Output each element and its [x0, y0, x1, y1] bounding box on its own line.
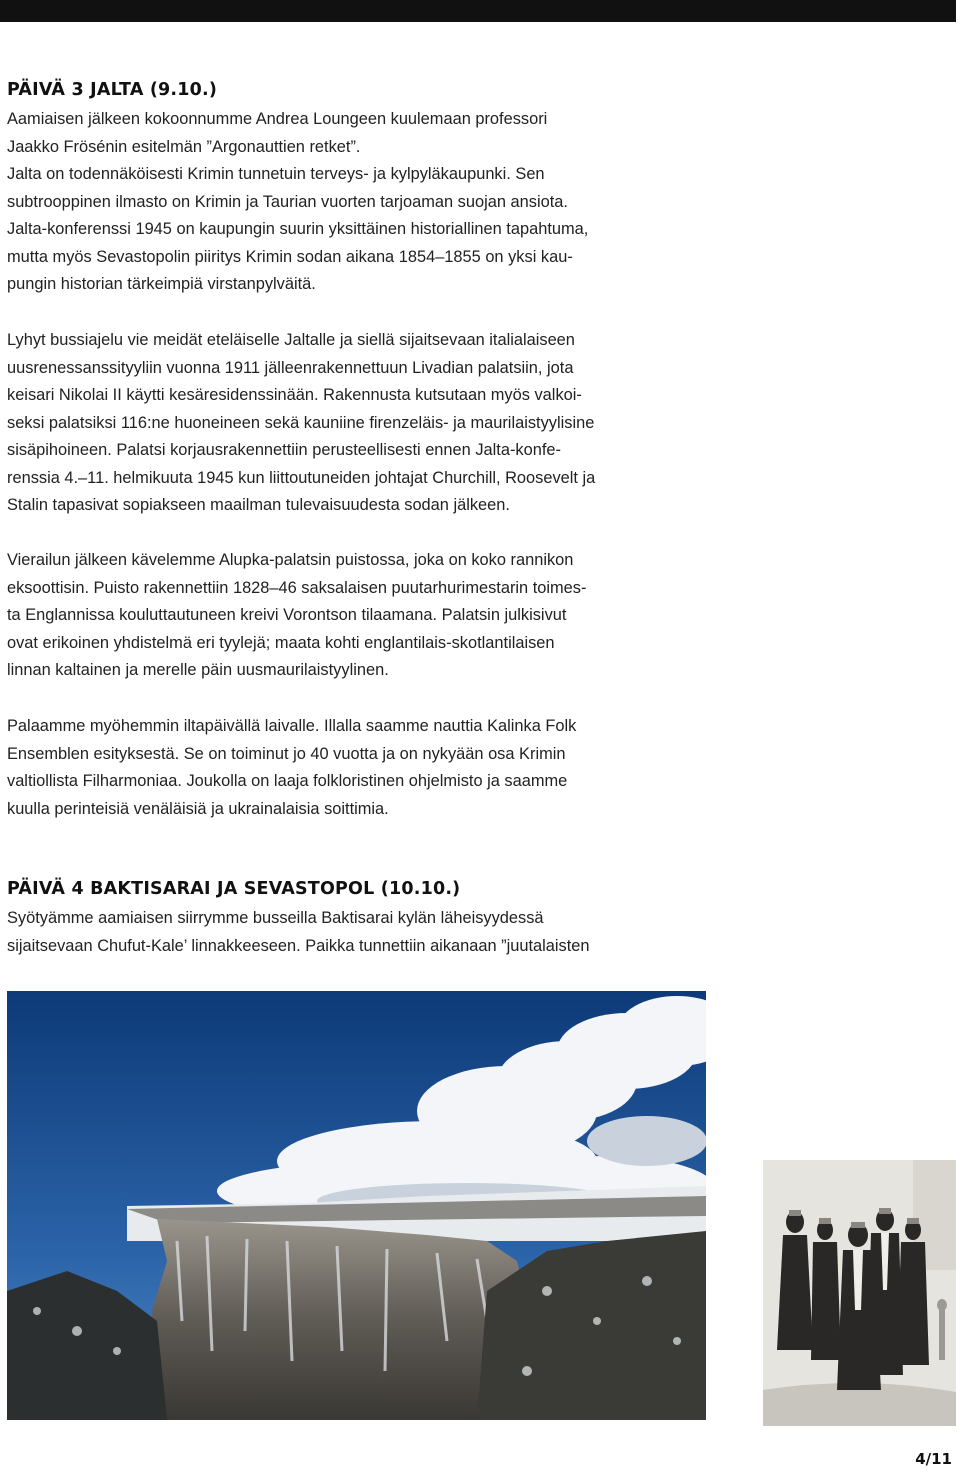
text-line: sijaitsevaan Chufut-Kale’ linnakkeeseen. Paikka tunnettiin aikanaan ”juutalaisten	[7, 936, 590, 955]
text-line: sisäpihoineen. Palatsi korjausrakennettiin perusteellisesti ennen Jalta-konfe-	[7, 441, 561, 459]
text-line: uusrenessanssityyliin vuonna 1911 jälleenrakennettuun Livadian palatsiin, jota	[7, 358, 574, 377]
day3-paragraph-4	[7, 713, 719, 823]
day4-paragraph-1	[7, 905, 719, 960]
text-line: ovat erikoinen yhdistelmä eri tyylejä; maata kohti englantilais-skotlantilaisen	[7, 633, 555, 652]
text-line: renssia 4.–11. helmikuuta 1945 kun liittoutuneiden johtajat Churchill, Roosevelt ja	[7, 468, 596, 487]
day3-heading: PÄIVÄ 3 JALTA (9.10.)	[7, 80, 218, 100]
day3-paragraph-2	[7, 327, 719, 520]
text-line: Syötyämme aamiaisen siirrymme busseilla Baktisarai kylän läheisyydessä	[7, 909, 544, 927]
text-line: valtiollista Filharmoniaa. Joukolla on laaja folkloristinen ohjelmisto ja saamme	[7, 772, 568, 790]
text-line: seksi palatsiksi 116:ne huoneineen sekä kauniine firenzeläis- ja maurilaistyylisine	[7, 413, 595, 432]
text-line: linnan kaltainen ja merelle päin uusmaurilaistyylinen.	[7, 661, 389, 679]
text-line: Stalin tapasivat sopiakseen maailman tulevaisuudesta sodan jälkeen.	[7, 496, 510, 514]
text-line: keisari Nikolai II käytti kesäresidenssinään. Rakennusta kutsutaan myös valkoi-	[7, 386, 582, 404]
engraving-photo	[763, 1160, 956, 1426]
text-line: ta Englannissa kouluttautuneen kreivi Vorontson tilaamana. Palatsin julkisivut	[7, 606, 567, 624]
text-line: subtrooppinen ilmasto on Krimin ja Taurian vuorten tarjoaman suojan ansiota.	[7, 192, 568, 211]
text-line: Palaamme myöhemmin iltapäivällä laivalle. Illalla saamme nauttia Kalinka Folk	[7, 717, 577, 735]
text-line: pungin historian tärkeimpiä virstanpylväitä.	[7, 275, 316, 293]
text-line: mutta myös Sevastopolin piiritys Krimin sodan aikana 1854–1855 on yksi kau-	[7, 247, 573, 266]
text-line: Aamiaisen jälkeen kokoonnumme Andrea Loungeen kuulemaan professori	[7, 110, 548, 128]
page-number: 4/11	[915, 1450, 952, 1468]
text-line: Jaakko Frösénin esitelmän ”Argonauttien retket”.	[7, 137, 361, 156]
text-line: kuulla perinteisiä venäläisiä ja ukrainalaisia soittimia.	[7, 799, 389, 818]
top-bar	[0, 0, 956, 22]
cliff-photo	[7, 991, 706, 1420]
text-line: Lyhyt bussiajelu vie meidät eteläiselle Jaltalle ja siellä sijaitsevaan italialaiseen	[7, 331, 575, 349]
text-line: Jalta on todennäköisesti Krimin tunnetuin terveys- ja kylpyläkaupunki. Sen	[7, 165, 545, 183]
day3-paragraph-1	[7, 106, 719, 299]
text-line: Ensemblen esityksestä. Se on toiminut jo 40 vuotta ja on nykyään osa Krimin	[7, 744, 566, 763]
text-line: eksoottisin. Puisto rakennettiin 1828–46 saksalaisen puutarhurimestarin toimes-	[7, 578, 587, 597]
day3-paragraph-3	[7, 547, 719, 685]
text-line: Jalta-konferenssi 1945 on kaupungin suurin yksittäinen historiallinen tapahtuma,	[7, 220, 589, 238]
day4-heading: PÄIVÄ 4 BAKTISARAI JA SEVASTOPOL (10.10.)	[7, 879, 461, 899]
text-line: Vierailun jälkeen kävelemme Alupka-palatsin puistossa, joka on koko rannikon	[7, 551, 574, 569]
